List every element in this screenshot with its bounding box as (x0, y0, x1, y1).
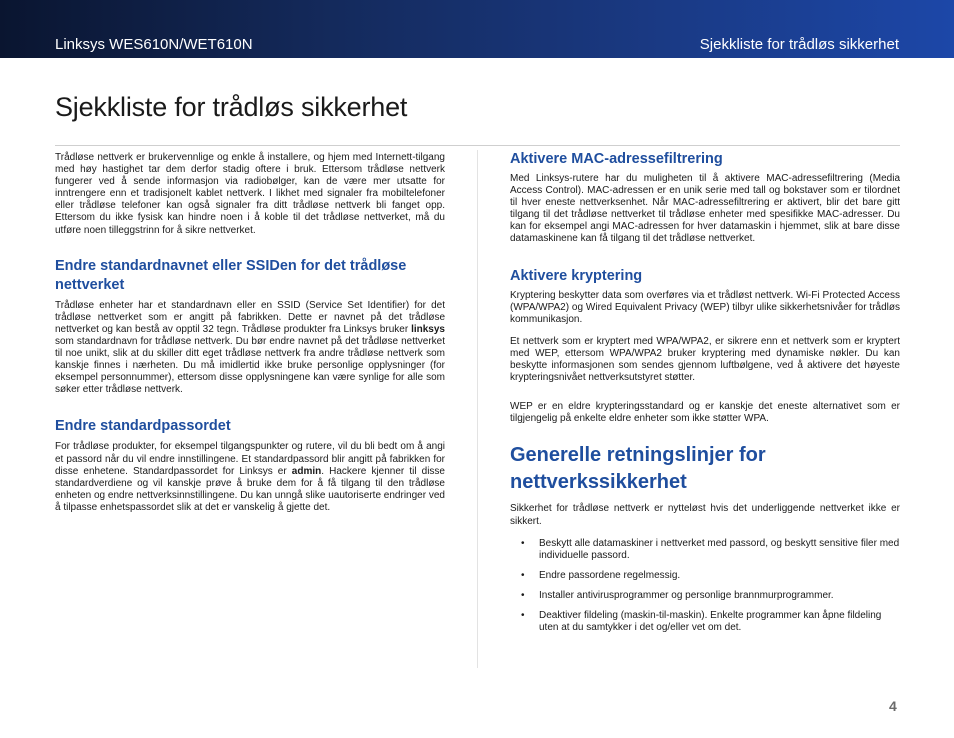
list-item (510, 538, 900, 562)
product-name: Linksys WES610N/WET610N (55, 36, 253, 53)
ssid-text-start: Trådløse enheter har et standardnavn eller en SSID (Service Set Identifier) for det trådløse nettverket som er angitt på fabrikken. Dette er navnet på det trådløse nettverket og kan bestå av opptil 32 tegn. Trådløse produkter fra Linksys bruker (55, 299, 445, 335)
list-item-text: Beskytt alle datamaskiner i nettverket med passord, og beskytt sensitive filer med individuelle passord. (539, 537, 900, 561)
page-title: Sjekkliste for trådløs sikkerhet (55, 92, 408, 122)
page-number: 4 (889, 698, 897, 714)
right-column (510, 150, 900, 634)
header-bar (0, 0, 954, 58)
guidelines-heading: Generelle retningslinjer for nettverkssikkerhet (510, 444, 766, 494)
list-item (510, 590, 900, 602)
guidelines-list (510, 538, 900, 635)
password-heading: Endre standardpassordet (55, 418, 231, 435)
list-item-text: Installer antivirusprogrammer og personlige brannmurprogrammer. (539, 589, 834, 601)
bullet-icon: • (521, 609, 525, 621)
encryption-paragraph-3: WEP er en eldre krypteringsstandard og er kanskje det eneste alternativet som er tilgjengelig på enkelte eldre enheter som ikke støtter WPA. (510, 401, 900, 425)
intro-paragraph: Trådløse nettverk er brukervennlige og enkle å installere, og hjem med Internett-tilgang med høy hastighet tar dem derfor stadig oftere i bruk. Ettersom trådløse nettverk fungerer ved å sende informasjon via radiobølger, kan de være mer utsatte for inntrengere enn et tradisjonelt kablet nettverk. I likhet med signaler fra mobiltelefoner eller trådløse telefoner kan også signaler fra ditt trådløse nettverk bli fanget opp. Ettersom du ikke fysisk kan hindre noen i å koble til det trådløse nettverket, må du utføre noen tilleggstrinn for å sikre nettverket. (55, 152, 445, 236)
encryption-paragraph-1: Kryptering beskytter data som overføres via et trådløst nettverk. Wi-Fi Protected Access (WPA/WPA2) og Wired Equivalent Privacy (WEP) tilbyr ulike sikkerhetsnivåer for trådløs kommunikasjon. (510, 289, 900, 325)
column-divider (477, 150, 478, 668)
title-divider (55, 145, 900, 146)
encryption-heading: Aktivere kryptering (510, 267, 643, 284)
bullet-icon: • (521, 569, 525, 581)
mac-heading: Aktivere MAC-adressefiltrering (510, 151, 723, 167)
bullet-icon: • (521, 537, 525, 549)
list-item (510, 610, 900, 634)
ssid-heading: Endre standardnavnet eller SSIDen for det trådløse nettverket (55, 257, 407, 293)
section-name: Sjekkliste for trådløs sikkerhet (699, 36, 899, 53)
ssid-text-end: som standardnavn for trådløse nettverk. Du bør endre navnet på det trådløse nettverket til noe unikt, slik at du skiller ditt eget trådløse nettverk fra andre trådløse nettverk som kanskje finnes i nærheten. Du må imidlertid ikke bruke personlige opplysninger (for eksempel personnummer), ettersom disse opplysningene kan være synlige for alle som søker etter trådløse nettverk. (55, 335, 445, 396)
guidelines-intro: Sikkerhet for trådløse nettverk er nytteløst hvis det underliggende nettverket ikke er sikkert. (510, 503, 900, 527)
list-item-text: Deaktiver fildeling (maskin-til-maskin). Enkelte programmer kan åpne fildeling uten at du samtykker i det og/eller vet om det. (539, 609, 882, 634)
mac-paragraph: Med Linksys-rutere har du muligheten til å aktivere MAC-adressefiltrering (Media Access Control). MAC-adressen er en unik serie med tall og bokstaver som er tilordnet til hver eneste nettverksenhet. Når MAC-adressefiltrering er aktivert, blir det bare gitt tilgang til det trådløse nettverket til trådløse enheter med spesifikke MAC-adresser. Du kan for eksempel angi MAC-adressen for hver datamaskin i hjemmet, slik at bare disse datamaskinene kan få tilgang til det trådløse nettverket. (510, 173, 900, 245)
password-paragraph (55, 441, 445, 514)
password-text-start: For trådløse produkter, for eksempel tilgangspunkter og rutere, vil du bli bedt om å angi et passord når du vil endre innstillingene. Et standardpassord blir angitt på fabrikken for disse enhetene. Standardpassordet for Linksys er (55, 441, 445, 477)
left-column (55, 150, 445, 514)
list-item (510, 570, 900, 582)
password-default-value: admin (291, 465, 322, 477)
password-text-end: . Hackere kjenner til disse standardverdiene og vil kanskje prøve å bruke dem for å få tilgang til den trådløse enheten og endre nettverksinnstillingene. Du kan unngå slike uautoriserte endringer ved å tilpasse enhetspassordet slik at det er vanskelig å gjette det. (55, 465, 445, 513)
list-item-text: Endre passordene regelmessig. (539, 569, 681, 581)
bullet-icon: • (521, 589, 525, 601)
ssid-paragraph (55, 300, 445, 397)
ssid-default-name: linksys (411, 323, 445, 335)
encryption-paragraph-2: Et nettverk som er kryptert med WPA/WPA2, er sikrere enn et nettverk som er kryptert med WEP, ettersom WPA/WPA2 bruker kryptering med dynamiske nøkler. Du kan beskytte informasjonen som sendes gjennom luftbølgene, ved å aktivere det høyeste krypteringsnivået nettverksutstyret støtter. (510, 335, 900, 384)
